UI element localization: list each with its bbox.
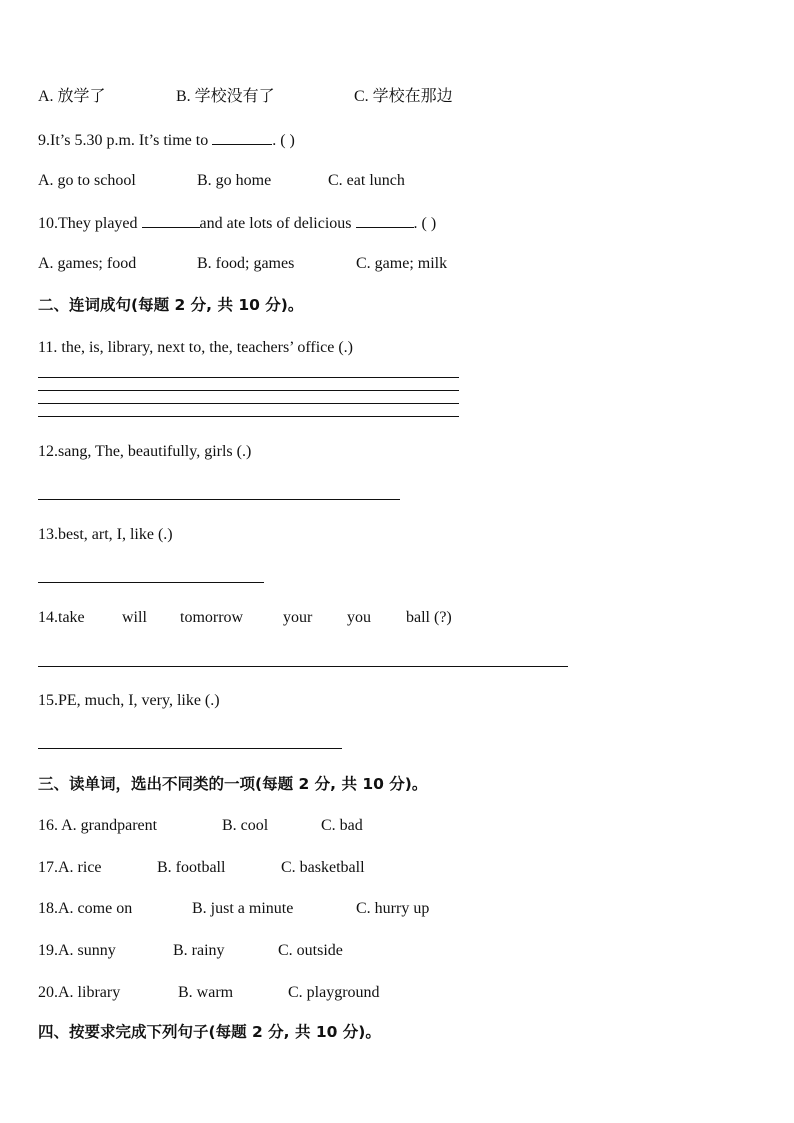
q10-option-c: C. game; milk [356,255,448,272]
q14-word-6: ball (?) [406,609,452,626]
q15-question: 15.PE, much, I, very, like (.) [38,692,220,709]
q9-text-pre: 9.It’s 5.30 p.m. It’s time to [38,132,209,149]
section-4-heading: 四、按要求完成下列句子(每题 2 分, 共 10 分)。 [38,1023,381,1041]
q10-option-a: A. games; food [38,255,137,272]
q11-answer-line-2 [38,390,459,391]
q10-option-b: B. food; games [197,255,295,272]
q10-blank-2 [356,213,414,228]
q14-answer-line [38,666,568,667]
q9-option-a: A. go to school [38,172,136,189]
q9-text-post: . ( ) [272,132,295,149]
q9-option-c: C. eat lunch [328,172,405,189]
q18-option-b: B. just a minute [192,900,294,917]
section-3-heading: 三、读单词，选出不同类的一项(每题 2 分, 共 10 分)。 [38,775,428,793]
q14-word-5: you [347,609,371,626]
q12-question: 12.sang, The, beautifully, girls (.) [38,443,252,460]
q11-answer-line-4 [38,416,459,417]
q16-option-c: C. bad [321,817,363,834]
q14-word-3: tomorrow [180,609,244,626]
q8-option-b: B. 学校没有了 [176,88,275,105]
q8-option-c: C. 学校在那边 [354,88,453,105]
q17-option-b: B. football [157,859,226,876]
q19-option-c: C. outside [278,942,343,959]
q19-option-b: B. rainy [173,942,225,959]
q9-question [38,130,295,151]
q15-answer-line [38,748,342,749]
section-2-heading: 二、连词成句(每题 2 分, 共 10 分)。 [38,296,304,314]
q11-answer-line-3 [38,403,459,404]
q14-word-1: 14.take [38,609,85,626]
q20-option-a: 20.A. library [38,984,121,1001]
q17-option-c: C. basketball [281,859,365,876]
q10-text-pre: 10.They played [38,215,138,232]
q9-option-b: B. go home [197,172,272,189]
q14-word-4: your [283,609,313,626]
q17-option-a: 17.A. rice [38,859,102,876]
q10-blank-1 [142,213,200,228]
q13-question: 13.best, art, I, like (.) [38,526,173,543]
q11-question: 11. the, is, library, next to, the, teachers’ office (.) [38,339,353,356]
q10-text-post: . ( ) [413,215,437,232]
q13-answer-line [38,582,264,583]
q18-option-a: 18.A. come on [38,900,133,917]
q10-text-mid: and ate lots of delicious [199,215,352,232]
q19-option-a: 19.A. sunny [38,942,116,959]
q20-option-b: B. warm [178,984,234,1001]
q16-option-a: 16. A. grandparent [38,817,158,834]
q12-answer-line [38,499,400,500]
q11-answer-line-1 [38,377,459,378]
q9-answer-blank [212,130,272,145]
q8-option-a: A. 放学了 [38,88,106,105]
q16-option-b: B. cool [222,817,269,834]
q18-option-c: C. hurry up [356,900,430,917]
q14-word-2: will [122,609,147,626]
q20-option-c: C. playground [288,984,380,1001]
q10-question [38,213,436,234]
